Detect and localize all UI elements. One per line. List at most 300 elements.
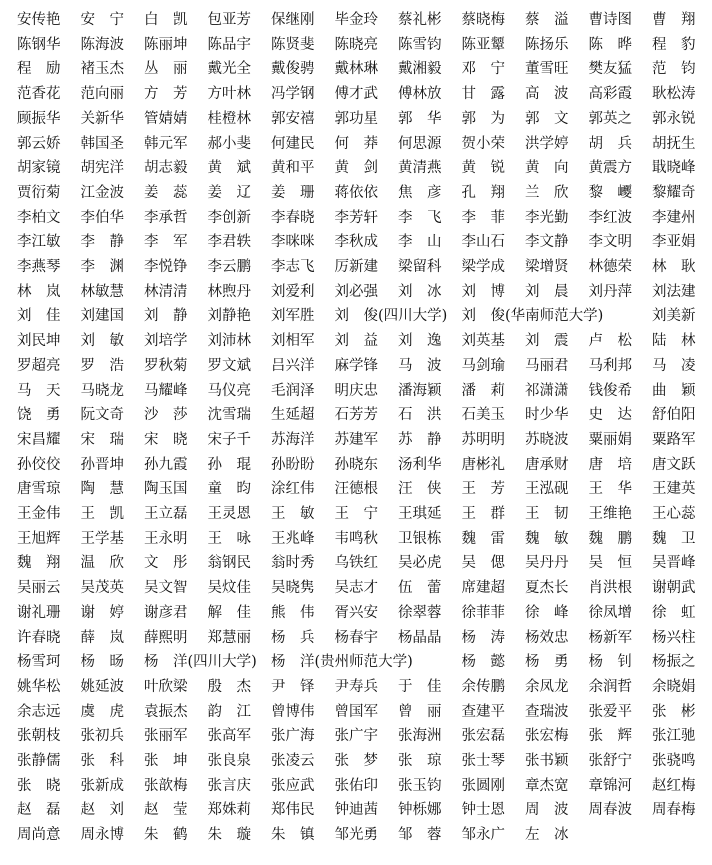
person-name: 何 莽 [334, 135, 378, 152]
person-name: 宋子千 [207, 431, 251, 448]
person-name: 张圆刚 [461, 777, 505, 794]
person-name: 张 晓 [17, 777, 61, 794]
person-name: 解 佳 [207, 604, 251, 621]
person-name: 杨 懿 [461, 654, 505, 671]
person-name: 林 岚 [17, 283, 61, 300]
person-name: 黎 巎 [588, 184, 632, 201]
person-name: 魏 敏 [525, 530, 569, 547]
person-name: 马剑瑜 [461, 357, 505, 374]
person-name: 吴晓隽 [271, 580, 315, 597]
person-name: 林德荣 [588, 259, 632, 275]
person-name: 胥兴安 [334, 604, 378, 621]
person-name: 杨振之 [652, 654, 696, 671]
person-name: 肖洪根 [588, 580, 632, 597]
person-name: 魏 鹏 [588, 530, 632, 547]
person-name: 李文静 [525, 234, 569, 251]
name-row [0, 626, 712, 651]
person-name: 张初兵 [80, 728, 124, 745]
person-name: 吴必虎 [398, 555, 442, 572]
name-row [0, 304, 712, 329]
person-name: 邓 宁 [461, 61, 505, 78]
person-name: 何建民 [271, 135, 315, 152]
person-name: 刘相军 [271, 333, 315, 350]
person-name: 魏 卫 [652, 530, 696, 547]
name-row [0, 230, 712, 255]
person-name: 李山石 [461, 234, 505, 251]
person-name: 傅才武 [334, 86, 378, 103]
person-name: 张海洲 [398, 728, 442, 745]
person-name: 石美玉 [461, 407, 505, 424]
person-name: 刘 静 [144, 308, 188, 325]
person-name: 张 科 [80, 753, 124, 769]
person-name: 马 凌 [652, 357, 696, 374]
person-name: 李 军 [144, 234, 188, 251]
person-name: 祁潇潇 [525, 382, 569, 399]
person-name: 谢朝武 [652, 580, 696, 597]
person-name: 刘 益 [334, 333, 378, 350]
name-row [0, 428, 712, 453]
person-name: 石 洪 [398, 407, 442, 424]
person-name: 安 宁 [80, 12, 124, 28]
person-name: 蔡礼彬 [398, 12, 442, 28]
person-name: 张 琼 [398, 753, 442, 769]
person-name: 王 群 [461, 506, 505, 522]
person-name: 陶玉国 [144, 481, 188, 498]
person-name: 李 山 [398, 234, 442, 251]
person-name: 戴光全 [207, 61, 251, 78]
person-name: 桂橙林 [207, 110, 251, 127]
person-name: 邹光勇 [334, 827, 378, 844]
name-row [0, 132, 712, 157]
person-name: 丛 丽 [144, 61, 188, 78]
person-name: 郭功星 [334, 110, 378, 127]
person-name: 张广海 [271, 728, 315, 745]
person-name: 宋 瑞 [80, 431, 124, 448]
person-name: 王永明 [144, 530, 188, 547]
person-name: 张言庆 [207, 777, 251, 794]
person-name: 保继刚 [271, 12, 315, 28]
person-name: 王维艳 [588, 506, 632, 522]
person-name: 马 天 [17, 382, 61, 399]
person-name: 陈海波 [80, 36, 124, 53]
person-name: 张应武 [271, 777, 315, 794]
person-name: 粟丽娟 [588, 431, 632, 448]
person-name: 陈晓亮 [334, 36, 378, 53]
person-name: 刘 晨 [525, 283, 569, 300]
person-name: 江金波 [80, 184, 124, 201]
person-name: 焦 彦 [398, 184, 442, 201]
person-name: 戢晓峰 [652, 160, 696, 177]
person-name: 王 韧 [525, 506, 569, 522]
person-name: 吕兴洋 [271, 357, 315, 374]
person-name: 唐彬礼 [461, 456, 505, 473]
name-row [0, 551, 712, 576]
person-name: 刘 俊(四川大学) [334, 308, 448, 325]
person-name: 陈丽坤 [144, 36, 188, 53]
person-name: 张士琴 [461, 753, 505, 769]
person-name: 张 彬 [652, 703, 696, 720]
person-name: 钟士恩 [461, 802, 505, 819]
person-name: 贾衍菊 [17, 184, 61, 201]
person-name: 谢礼珊 [17, 604, 61, 621]
person-name: 方叶林 [207, 86, 251, 103]
person-name: 蔡晓梅 [461, 12, 505, 28]
person-name: 洪学婷 [525, 135, 569, 152]
name-row [0, 502, 712, 527]
name-row [0, 601, 712, 626]
name-row [0, 156, 712, 181]
person-name: 刘 敏 [80, 333, 124, 350]
name-row [0, 774, 712, 799]
person-name: 邹永广 [461, 827, 505, 844]
person-name: 蔡 溢 [525, 12, 569, 28]
person-name: 许春晓 [17, 629, 61, 646]
person-name: 张佑印 [334, 777, 378, 794]
person-name: 周 波 [525, 802, 569, 819]
person-name: 何思源 [398, 135, 442, 152]
person-name: 涂红伟 [271, 481, 315, 498]
person-name: 刘 俊(华南师范大学) [461, 308, 604, 325]
person-name: 宋 晓 [144, 431, 188, 448]
name-row [0, 798, 712, 823]
person-name: 张高军 [207, 728, 251, 745]
person-name: 张骁鸣 [652, 753, 696, 769]
person-name: 刘静艳 [207, 308, 251, 325]
person-name: 余传鹏 [461, 678, 505, 695]
person-name: 邹 蓉 [398, 827, 442, 844]
person-name: 黎耀奇 [652, 184, 696, 201]
person-name: 韦鸣秋 [334, 530, 378, 547]
person-name: 毛润泽 [271, 382, 315, 399]
person-name: 殷 杰 [207, 678, 251, 695]
person-name: 马 波 [398, 357, 442, 374]
person-name: 虞 虎 [80, 703, 124, 720]
person-name: 李光勤 [525, 209, 569, 226]
person-name: 王学基 [80, 530, 124, 547]
person-name: 王旭辉 [17, 530, 61, 547]
person-name: 刘 博 [461, 283, 505, 300]
person-name: 姜 辽 [207, 184, 251, 201]
person-name: 李文明 [588, 234, 632, 251]
person-name: 孔 翔 [461, 184, 505, 201]
person-name: 吴文智 [144, 580, 188, 597]
person-name: 李咪咪 [271, 234, 315, 251]
name-row [0, 57, 712, 82]
person-name: 王 咏 [207, 530, 251, 547]
person-name: 薛 岚 [80, 629, 124, 646]
person-name: 陈亚颦 [461, 36, 505, 53]
person-name: 冯学钢 [271, 86, 315, 103]
person-name: 吴晋峰 [652, 555, 696, 572]
person-name: 李亚娟 [652, 234, 696, 251]
person-name: 韵 江 [207, 703, 251, 720]
person-name: 戴湘毅 [398, 61, 442, 78]
person-name: 饶 勇 [17, 407, 61, 424]
person-name: 尹寿兵 [334, 678, 378, 695]
person-name: 查瑞波 [525, 703, 569, 720]
person-name: 胡宪洋 [80, 160, 124, 177]
person-name: 李悦铮 [144, 259, 188, 275]
person-name: 吴茂英 [80, 580, 124, 597]
person-name: 张凌云 [271, 753, 315, 769]
person-name: 吴丹丹 [525, 555, 569, 572]
person-name: 刘民坤 [17, 333, 61, 350]
person-name: 范香花 [17, 86, 61, 103]
person-name: 杨春宇 [334, 629, 378, 646]
person-name: 傅林放 [398, 86, 442, 103]
name-row [0, 280, 712, 305]
person-name: 徐翠蓉 [398, 604, 442, 621]
person-name: 韩国圣 [80, 135, 124, 152]
person-name: 张宏梅 [525, 728, 569, 745]
person-name: 顾振华 [17, 110, 61, 127]
name-row [0, 181, 712, 206]
person-name: 杨雪珂 [17, 654, 61, 671]
person-name: 朱 镇 [271, 827, 315, 844]
person-name: 李 飞 [398, 209, 442, 226]
name-row [0, 675, 712, 700]
person-name: 范 钧 [652, 61, 696, 78]
person-name: 卫银栋 [398, 530, 442, 547]
person-name: 王 宁 [334, 506, 378, 522]
person-name: 刘建国 [80, 308, 124, 325]
person-name: 李志飞 [271, 259, 315, 275]
person-name: 刘军胜 [271, 308, 315, 325]
person-name: 高彩霞 [588, 86, 632, 103]
person-name: 熊 伟 [271, 604, 315, 621]
person-name: 王心蕊 [652, 506, 696, 522]
person-name: 张良泉 [207, 753, 251, 769]
person-name: 唐文跃 [652, 456, 696, 473]
person-name: 王兆峰 [271, 530, 315, 547]
person-name: 余晓娟 [652, 678, 696, 695]
person-name: 魏 雷 [461, 530, 505, 547]
person-name: 魏 翔 [17, 555, 61, 572]
person-name: 王 敏 [271, 506, 315, 522]
person-name: 黄和平 [271, 160, 315, 177]
person-name: 袁振杰 [144, 703, 188, 720]
person-name: 曾 丽 [398, 703, 442, 720]
person-name: 宋昌耀 [17, 431, 61, 448]
person-name: 刘美新 [652, 308, 696, 325]
person-name: 褚玉杰 [80, 61, 124, 78]
person-name: 唐 培 [588, 456, 632, 473]
person-name: 郭永锐 [652, 110, 696, 127]
person-name: 张爱平 [588, 703, 632, 720]
person-name: 张书颖 [525, 753, 569, 769]
person-name: 曹诗图 [588, 12, 632, 28]
person-name: 钟迪茜 [334, 802, 378, 819]
person-name: 陆 林 [652, 333, 696, 350]
person-name: 翁时秀 [271, 555, 315, 572]
person-name: 王 凯 [80, 506, 124, 522]
person-name: 郑姝莉 [207, 802, 251, 819]
person-name: 杨 涛 [461, 629, 505, 646]
person-name: 孙晓东 [334, 456, 378, 473]
name-row [0, 8, 712, 33]
person-name: 包亚芳 [207, 12, 251, 28]
person-name: 安传艳 [17, 12, 61, 28]
person-name: 汪德根 [334, 481, 378, 498]
person-name: 黄 斌 [207, 160, 251, 177]
person-name: 卢 松 [588, 333, 632, 350]
person-name: 李君轶 [207, 234, 251, 251]
person-name: 朱 鹤 [144, 827, 188, 844]
person-name: 王金伟 [17, 506, 61, 522]
person-name: 黄 向 [525, 160, 569, 177]
person-name: 唐承财 [525, 456, 569, 473]
person-name: 林敏慧 [80, 283, 124, 300]
person-name: 陈 晔 [588, 36, 632, 53]
person-name: 刘培学 [144, 333, 188, 350]
person-name: 叶欣梁 [144, 678, 188, 695]
person-name: 时少华 [525, 407, 569, 424]
person-name: 张 梦 [334, 753, 378, 769]
person-name: 粟路军 [652, 431, 696, 448]
person-name: 查建平 [461, 703, 505, 720]
person-name: 方 芳 [144, 86, 188, 103]
person-name: 罗超亮 [17, 357, 61, 374]
person-name: 陈贤斐 [271, 36, 315, 53]
person-name: 李春晓 [271, 209, 315, 226]
person-name: 余润哲 [588, 678, 632, 695]
person-name: 黄 锐 [461, 160, 505, 177]
person-name: 唐雪琼 [17, 481, 61, 498]
person-name: 厉新建 [334, 259, 378, 275]
person-name: 梁学成 [461, 259, 505, 275]
name-row [0, 403, 712, 428]
person-name: 杨晶晶 [398, 629, 442, 646]
person-name: 李承哲 [144, 209, 188, 226]
person-name: 赵 刘 [80, 802, 124, 819]
person-name: 余志远 [17, 703, 61, 720]
person-name: 白 凯 [144, 12, 188, 28]
person-name: 李芳轩 [334, 209, 378, 226]
person-name: 郭云娇 [17, 135, 61, 152]
person-name: 孙晋坤 [80, 456, 124, 473]
person-name: 马晓龙 [80, 382, 124, 399]
name-row [0, 749, 712, 774]
person-name: 兰 欣 [525, 184, 569, 201]
person-name: 陶 慧 [80, 481, 124, 498]
name-row [0, 700, 712, 725]
person-name: 舒伯阳 [652, 407, 696, 424]
person-name: 赵 莹 [144, 802, 188, 819]
person-name: 童 昀 [207, 481, 251, 498]
person-name: 梁留科 [398, 259, 442, 275]
person-name: 郭英之 [588, 110, 632, 127]
person-name: 董雪旺 [525, 61, 569, 78]
person-name: 周永博 [80, 827, 124, 844]
name-row [0, 477, 712, 502]
name-row [0, 329, 712, 354]
person-name: 石芳芳 [334, 407, 378, 424]
name-row [0, 527, 712, 552]
name-row [0, 107, 712, 132]
person-name: 杨 洋(贵州师范大学) [271, 654, 413, 671]
person-name: 胡抚生 [652, 135, 696, 152]
person-name: 李创新 [207, 209, 251, 226]
person-name: 朱 璇 [207, 827, 251, 844]
person-name: 马利邦 [588, 357, 632, 374]
person-name: 郭 文 [525, 110, 569, 127]
person-name: 孙盼盼 [271, 456, 315, 473]
person-name: 温 欣 [80, 555, 124, 572]
person-name: 乌铁红 [334, 555, 378, 572]
person-name: 梁增贤 [525, 259, 569, 275]
person-name: 姚延波 [80, 678, 124, 695]
person-name: 苏建军 [334, 431, 378, 448]
person-name: 罗秋菊 [144, 357, 188, 374]
person-name: 蒋依依 [334, 184, 378, 201]
person-name: 李秋成 [334, 234, 378, 251]
person-name: 苏晓波 [525, 431, 569, 448]
person-name: 耿松涛 [652, 86, 696, 103]
person-name: 关新华 [80, 110, 124, 127]
person-name: 王 华 [588, 481, 632, 498]
person-name: 汪 侠 [398, 481, 442, 498]
person-name: 罗 浩 [80, 357, 124, 374]
person-name: 胡志毅 [144, 160, 188, 177]
person-name: 陈品宇 [207, 36, 251, 53]
person-name: 郝小斐 [207, 135, 251, 152]
person-name: 周春梅 [652, 802, 696, 819]
person-name: 伍 蕾 [398, 580, 442, 597]
person-name: 李红波 [588, 209, 632, 226]
name-row [0, 33, 712, 58]
person-name: 黄 剑 [334, 160, 378, 177]
person-name: 林 耿 [652, 259, 696, 275]
person-name: 吴 偲 [461, 555, 505, 572]
person-name: 曹 翔 [652, 12, 696, 28]
person-name: 刘必强 [334, 283, 378, 300]
person-name: 尹 铎 [271, 678, 315, 695]
person-name: 刘 逸 [398, 333, 442, 350]
person-name: 刘法建 [652, 283, 696, 300]
person-name: 钱俊希 [588, 382, 632, 399]
person-name: 张玉钧 [398, 777, 442, 794]
person-name: 周春波 [588, 802, 632, 819]
person-name: 胡 兵 [588, 135, 632, 152]
person-name: 郭安禧 [271, 110, 315, 127]
person-name: 刘爱利 [271, 283, 315, 300]
person-name: 高 波 [525, 86, 569, 103]
person-name: 吴 恒 [588, 555, 632, 572]
person-name: 孙九霞 [144, 456, 188, 473]
person-name: 杨效忠 [525, 629, 569, 646]
person-name: 杨 钊 [588, 654, 632, 671]
name-row [0, 650, 712, 675]
person-name: 郭 华 [398, 110, 442, 127]
person-name: 徐 峰 [525, 604, 569, 621]
name-row [0, 379, 712, 404]
person-name: 王琪延 [398, 506, 442, 522]
person-name: 徐凤增 [588, 604, 632, 621]
person-name: 明庆忠 [334, 382, 378, 399]
person-name: 钟栎娜 [398, 802, 442, 819]
person-name: 马丽君 [525, 357, 569, 374]
name-row [0, 354, 712, 379]
person-name: 李柏文 [17, 209, 61, 226]
person-name: 翁钢民 [207, 555, 251, 572]
person-name: 徐 虹 [652, 604, 696, 621]
person-name: 张歆梅 [144, 777, 188, 794]
person-name: 刘沛林 [207, 333, 251, 350]
person-name: 章锦河 [588, 777, 632, 794]
person-name: 潘海颖 [398, 382, 442, 399]
person-name: 吴炆佳 [207, 580, 251, 597]
person-name: 曾博伟 [271, 703, 315, 720]
